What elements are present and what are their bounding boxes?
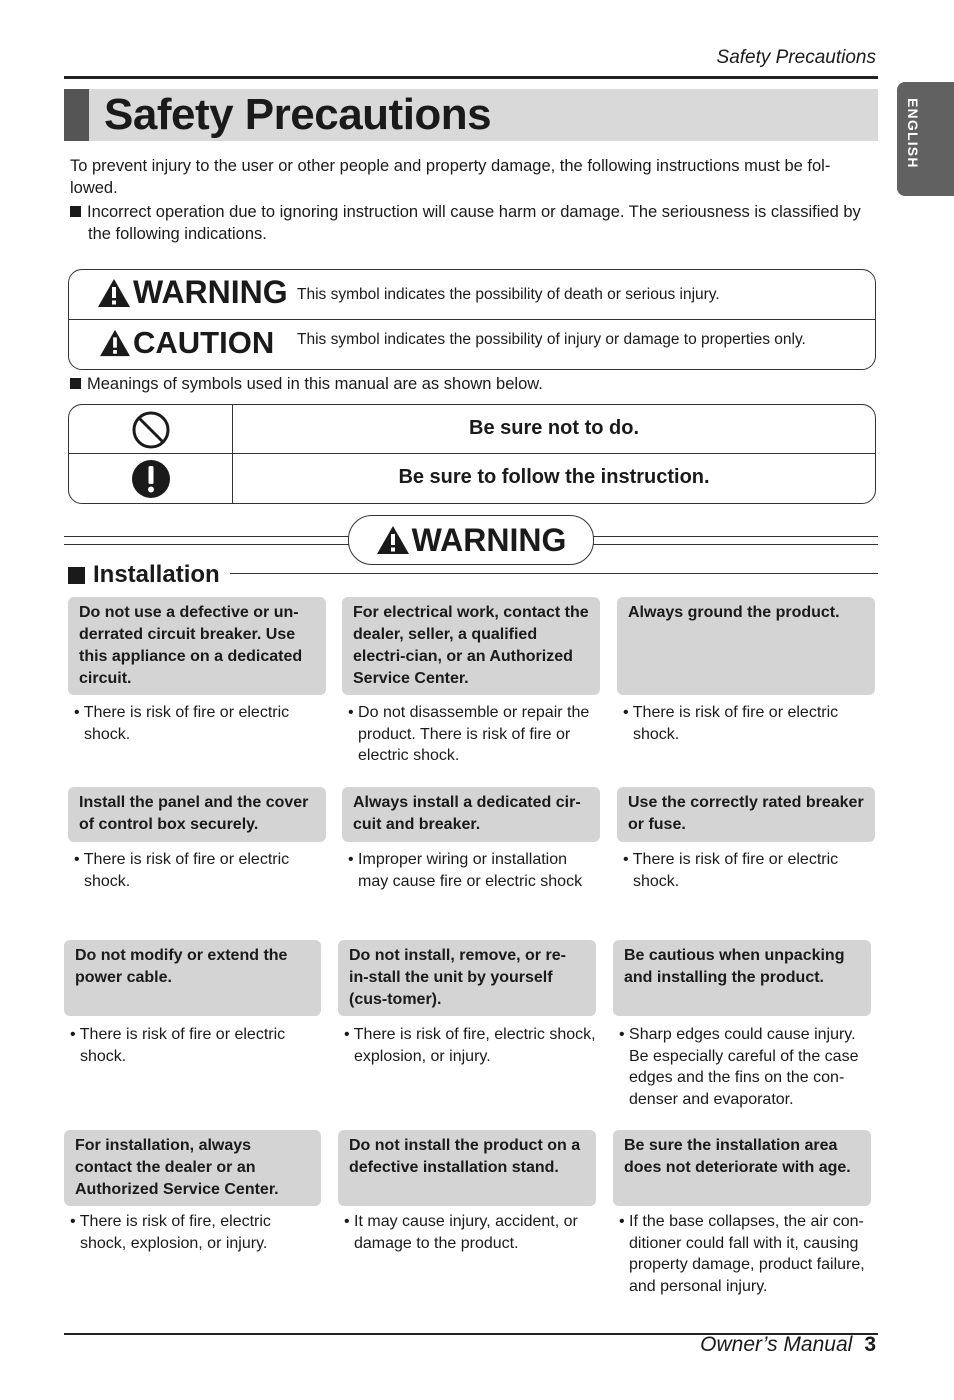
card-body: • Improper wiring or installation may cause fire or electric shock — [348, 851, 583, 890]
card-body: • If the base collapses, the air con-ditioner could fall with it, causing property damage, product failure, and personal injury. — [619, 1213, 865, 1295]
card-head: Be cautious when unpacking and installing the product. — [613, 940, 871, 1016]
intro-bullet-text: Incorrect operation due to ignoring instruction will cause harm or damage. The seriousness is classified by the following indications. — [87, 203, 861, 243]
card-12 — [613, 1130, 871, 1297]
section-title: Installation — [93, 561, 220, 588]
card-8 — [338, 940, 596, 1067]
card-head: Do not install, remove, or re-in-stall the unit by yourself (cus-tomer). — [338, 940, 596, 1016]
card-body-text: Do not disassemble or repair the product. There is risk of fire or electric shock. — [358, 704, 590, 764]
warning-banner — [348, 515, 594, 565]
card-3 — [617, 597, 875, 745]
language-tab — [897, 82, 954, 196]
signal-row-warning — [69, 270, 875, 319]
card-head: Use the correctly rated breaker or fuse. — [617, 787, 875, 842]
square-bullet-icon — [70, 206, 81, 217]
page-title: Safety Precautions — [104, 90, 492, 139]
card-body: • It may cause injury, accident, or damage to the product. — [344, 1213, 578, 1252]
card-11 — [338, 1130, 596, 1254]
card-body-text: Improper wiring or installation may cause fire or electric shock — [358, 851, 583, 890]
warning-triangle-icon — [376, 525, 410, 555]
symbol-row-mandatory — [69, 453, 875, 503]
card-head: Always ground the product. — [617, 597, 875, 695]
card-body: • Do not disassemble or repair the product. There is risk of fire or electric shock. — [348, 704, 590, 764]
section-rule — [230, 573, 878, 574]
prohibition-icon — [131, 410, 171, 450]
caution-signal — [99, 325, 274, 361]
card-body-text: There is risk of fire, electric shock, explosion, or injury. — [79, 1213, 271, 1252]
section-heading — [68, 561, 220, 589]
prohibition-meaning: Be sure not to do. — [469, 417, 639, 439]
intro-bullet — [70, 201, 870, 245]
symbols-table — [68, 404, 876, 504]
warning-word: WARNING — [133, 274, 288, 310]
card-body: • There is risk of fire or electric shock. — [623, 704, 839, 743]
warning-triangle-icon — [97, 278, 131, 308]
signal-words-box — [68, 269, 876, 370]
symbol-row-prohibition — [69, 405, 875, 454]
card-head: Be sure the installation area does not deteriorate with age. — [613, 1130, 871, 1206]
language-tab-label: ENGLISH — [905, 98, 921, 169]
caution-description: This symbol indicates the possibility of injury or damage to properties only. — [297, 331, 806, 348]
card-body: • There is risk of fire or electric shock. — [74, 851, 290, 890]
card-head: For installation, always contact the dealer or an Authorized Service Center. — [64, 1130, 321, 1206]
card-body-text: Sharp edges could cause injury. Be especially careful of the case edges and the fins on the con-denser and evaporator. — [629, 1026, 859, 1108]
page-number: 3 — [864, 1333, 876, 1356]
square-bullet-icon — [70, 378, 81, 389]
card-body: • There is risk of fire or electric shock. — [623, 851, 839, 890]
footer — [700, 1333, 876, 1357]
card-5 — [342, 787, 600, 892]
card-head: Do not modify or extend the power cable. — [64, 940, 321, 1016]
running-header: Safety Precautions — [716, 47, 876, 68]
caution-word: CAUTION — [133, 325, 275, 360]
card-body: • Sharp edges could cause injury. Be especially careful of the case edges and the fins on the con-denser and evaporator. — [619, 1026, 859, 1108]
card-4 — [68, 787, 326, 892]
signal-row-caution — [69, 319, 875, 369]
prohibition-cell — [69, 405, 233, 454]
card-body-text: There is risk of fire or electric shock. — [79, 1026, 286, 1065]
intro — [70, 155, 870, 245]
warning-signal — [97, 274, 288, 311]
card-body-text: There is risk of fire, electric shock, explosion, or injury. — [353, 1026, 596, 1065]
card-1 — [68, 597, 326, 745]
card-body-text: There is risk of fire or electric shock. — [83, 851, 290, 890]
title-bar — [64, 89, 878, 141]
card-head: Install the panel and the cover of control box securely. — [68, 787, 326, 842]
square-bullet-icon — [68, 567, 85, 584]
mandatory-meaning: Be sure to follow the instruction. — [398, 466, 710, 488]
card-body-text: There is risk of fire or electric shock. — [632, 851, 839, 890]
meanings-note — [70, 375, 543, 394]
meanings-note-text: Meanings of symbols used in this manual are as shown below. — [87, 375, 543, 393]
card-head: For electrical work, contact the dealer, seller, a qualified electri-cian, or an Authorized Service Center. — [342, 597, 600, 695]
card-2 — [342, 597, 600, 767]
card-9 — [613, 940, 871, 1110]
header-rule — [64, 76, 878, 79]
card-head: Do not install the product on a defective installation stand. — [338, 1130, 596, 1206]
card-head: Always install a dedicated cir-cuit and breaker. — [342, 787, 600, 842]
card-body: • There is risk of fire, electric shock, explosion, or injury. — [70, 1213, 271, 1252]
intro-paragraph: To prevent injury to the user or other people and property damage, the following instructions must be fol-lowed. — [70, 157, 831, 197]
card-body: • There is risk of fire or electric shock. — [74, 704, 290, 743]
mandatory-cell — [69, 454, 233, 503]
footer-label: Owner’s Manual — [700, 1333, 853, 1356]
card-body-text: There is risk of fire or electric shock. — [632, 704, 839, 743]
warning-description: This symbol indicates the possibility of death or serious injury. — [297, 286, 720, 303]
card-7 — [64, 940, 321, 1067]
card-10 — [64, 1130, 321, 1254]
caution-triangle-icon — [99, 329, 131, 357]
card-body: • There is risk of fire, electric shock, explosion, or injury. — [344, 1026, 596, 1065]
card-body-text: If the base collapses, the air con-ditioner could fall with it, causing property damage, product failure, and personal injury. — [629, 1213, 865, 1295]
card-head: Do not use a defective or un-derrated circuit breaker. Use this appliance on a dedicated circuit. — [68, 597, 326, 695]
card-body-text: There is risk of fire or electric shock. — [83, 704, 290, 743]
card-6 — [617, 787, 875, 892]
warning-banner-text: WARNING — [411, 521, 567, 558]
card-body-text: It may cause injury, accident, or damage to the product. — [354, 1213, 578, 1252]
title-bar-accent — [64, 89, 89, 141]
mandatory-icon — [131, 459, 171, 499]
card-body: • There is risk of fire or electric shock. — [70, 1026, 286, 1065]
